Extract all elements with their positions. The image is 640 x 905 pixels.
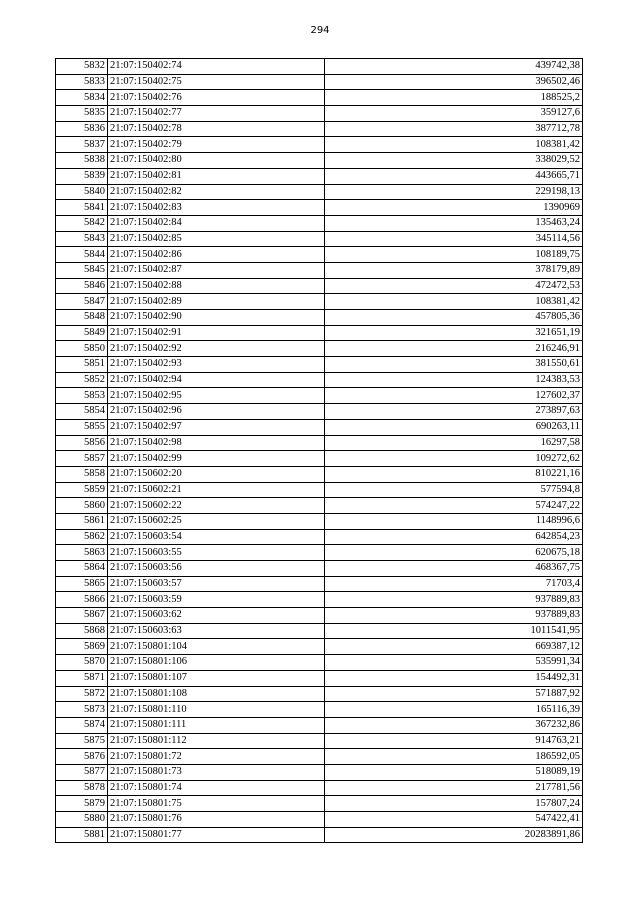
cadastral-value-cell: 571887,92 [325, 686, 583, 702]
cadastral-number-cell: 21:07:150402:95 [108, 388, 325, 404]
cadastral-number-cell: 21:07:150801:76 [108, 812, 325, 828]
table-row [56, 482, 583, 498]
cadastral-number-cell: 21:07:150402:91 [108, 325, 325, 341]
cadastral-number-cell: 21:07:150603:57 [108, 576, 325, 592]
row-number-cell: 5854 [56, 404, 108, 420]
row-number-cell: 5836 [56, 121, 108, 137]
table-row [56, 764, 583, 780]
cadastral-value-cell: 108189,75 [325, 247, 583, 263]
row-number-cell: 5861 [56, 513, 108, 529]
cadastral-value-cell: 937889,83 [325, 608, 583, 624]
cadastral-number-cell: 21:07:150801:106 [108, 655, 325, 671]
cadastral-value-cell: 439742,38 [325, 59, 583, 75]
cadastral-value-cell: 810221,16 [325, 466, 583, 482]
cadastral-value-cell: 165116,39 [325, 702, 583, 718]
table-row [56, 137, 583, 153]
cadastral-value-cell: 338029,52 [325, 153, 583, 169]
table-row [56, 702, 583, 718]
row-number-cell: 5876 [56, 749, 108, 765]
table-row [56, 513, 583, 529]
cadastral-value-cell: 108381,42 [325, 294, 583, 310]
cadastral-number-cell: 21:07:150603:55 [108, 545, 325, 561]
table-row [56, 310, 583, 326]
table-row [56, 435, 583, 451]
row-number-cell: 5848 [56, 310, 108, 326]
row-number-cell: 5864 [56, 561, 108, 577]
table-row [56, 498, 583, 514]
cadastral-number-cell: 21:07:150603:54 [108, 529, 325, 545]
row-number-cell: 5855 [56, 419, 108, 435]
row-number-cell: 5870 [56, 655, 108, 671]
row-number-cell: 5844 [56, 247, 108, 263]
cadastral-number-cell: 21:07:150801:107 [108, 670, 325, 686]
table-row [56, 623, 583, 639]
table-row [56, 717, 583, 733]
cadastral-value-cell: 387712,78 [325, 121, 583, 137]
table-row [56, 184, 583, 200]
row-number-cell: 5878 [56, 780, 108, 796]
cadastral-value-cell: 642854,23 [325, 529, 583, 545]
cadastral-number-cell: 21:07:150602:21 [108, 482, 325, 498]
row-number-cell: 5868 [56, 623, 108, 639]
table-row [56, 90, 583, 106]
cadastral-number-cell: 21:07:150402:75 [108, 74, 325, 90]
row-number-cell: 5859 [56, 482, 108, 498]
cadastral-value-cell: 620675,18 [325, 545, 583, 561]
table-row [56, 372, 583, 388]
table-row [56, 812, 583, 828]
table-row [56, 466, 583, 482]
row-number-cell: 5867 [56, 608, 108, 624]
table-row [56, 451, 583, 467]
cadastral-value-cell: 381550,61 [325, 357, 583, 373]
cadastral-value-cell: 216246,91 [325, 341, 583, 357]
cadastral-value-cell: 547422,41 [325, 812, 583, 828]
cadastral-number-cell: 21:07:150801:110 [108, 702, 325, 718]
cadastral-value-cell: 669387,12 [325, 639, 583, 655]
cadastral-value-cell: 1390969 [325, 200, 583, 216]
row-number-cell: 5851 [56, 357, 108, 373]
cadastral-number-cell: 21:07:150602:20 [108, 466, 325, 482]
cadastral-number-cell: 21:07:150402:84 [108, 215, 325, 231]
cadastral-number-cell: 21:07:150402:83 [108, 200, 325, 216]
cadastral-number-cell: 21:07:150801:108 [108, 686, 325, 702]
cadastral-number-cell: 21:07:150402:85 [108, 231, 325, 247]
table-row [56, 561, 583, 577]
row-number-cell: 5847 [56, 294, 108, 310]
row-number-cell: 5862 [56, 529, 108, 545]
cadastral-number-cell: 21:07:150801:104 [108, 639, 325, 655]
table-row [56, 74, 583, 90]
cadastral-number-cell: 21:07:150402:89 [108, 294, 325, 310]
cadastral-value-cell: 154492,31 [325, 670, 583, 686]
row-number-cell: 5865 [56, 576, 108, 592]
table-row [56, 592, 583, 608]
cadastral-value-cell: 186592,05 [325, 749, 583, 765]
row-number-cell: 5857 [56, 451, 108, 467]
cadastral-number-cell: 21:07:150402:81 [108, 168, 325, 184]
cadastral-value-cell: 396502,46 [325, 74, 583, 90]
table-row [56, 749, 583, 765]
row-number-cell: 5863 [56, 545, 108, 561]
row-number-cell: 5852 [56, 372, 108, 388]
cadastral-number-cell: 21:07:150402:98 [108, 435, 325, 451]
row-number-cell: 5833 [56, 74, 108, 90]
cadastral-number-cell: 21:07:150402:74 [108, 59, 325, 75]
cadastral-value-cell: 535991,34 [325, 655, 583, 671]
cadastral-number-cell: 21:07:150402:77 [108, 106, 325, 122]
row-number-cell: 5834 [56, 90, 108, 106]
cadastral-number-cell: 21:07:150801:72 [108, 749, 325, 765]
cadastral-value-cell: 345114,56 [325, 231, 583, 247]
cadastral-value-cell: 273897,63 [325, 404, 583, 420]
table-row [56, 231, 583, 247]
row-number-cell: 5875 [56, 733, 108, 749]
cadastral-value-cell: 321651,19 [325, 325, 583, 341]
cadastral-value-cell: 217781,56 [325, 780, 583, 796]
cadastral-number-cell: 21:07:150801:77 [108, 827, 325, 843]
cadastral-number-cell: 21:07:150402:76 [108, 90, 325, 106]
cadastral-value-cell: 367232,86 [325, 717, 583, 733]
cadastral-number-cell: 21:07:150402:92 [108, 341, 325, 357]
table-row [56, 686, 583, 702]
table-row [56, 59, 583, 75]
cadastral-number-cell: 21:07:150402:86 [108, 247, 325, 263]
cadastral-number-cell: 21:07:150402:93 [108, 357, 325, 373]
table-row [56, 247, 583, 263]
table-row [56, 262, 583, 278]
cadastral-value-cell: 518089,19 [325, 764, 583, 780]
row-number-cell: 5838 [56, 153, 108, 169]
row-number-cell: 5842 [56, 215, 108, 231]
row-number-cell: 5877 [56, 764, 108, 780]
row-number-cell: 5849 [56, 325, 108, 341]
cadastral-number-cell: 21:07:150402:94 [108, 372, 325, 388]
row-number-cell: 5871 [56, 670, 108, 686]
cadastral-value-cell: 457805,36 [325, 310, 583, 326]
cadastral-number-cell: 21:07:150402:79 [108, 137, 325, 153]
table-row [56, 796, 583, 812]
cadastral-value-cell: 690263,11 [325, 419, 583, 435]
row-number-cell: 5879 [56, 796, 108, 812]
table-row [56, 733, 583, 749]
cadastral-value-cell: 574247,22 [325, 498, 583, 514]
cadastral-value-cell: 108381,42 [325, 137, 583, 153]
table-row [56, 341, 583, 357]
cadastral-number-cell: 21:07:150603:63 [108, 623, 325, 639]
cadastral-value-cell: 359127,6 [325, 106, 583, 122]
cadastral-value-cell: 124383,53 [325, 372, 583, 388]
cadastral-number-cell: 21:07:150801:75 [108, 796, 325, 812]
row-number-cell: 5858 [56, 466, 108, 482]
table-row [56, 639, 583, 655]
cadastral-number-cell: 21:07:150801:74 [108, 780, 325, 796]
table-row [56, 388, 583, 404]
table-row [56, 106, 583, 122]
row-number-cell: 5866 [56, 592, 108, 608]
row-number-cell: 5872 [56, 686, 108, 702]
table-row [56, 357, 583, 373]
row-number-cell: 5837 [56, 137, 108, 153]
row-number-cell: 5840 [56, 184, 108, 200]
row-number-cell: 5881 [56, 827, 108, 843]
page-number: 294 [310, 25, 330, 36]
row-number-cell: 5843 [56, 231, 108, 247]
table-row [56, 325, 583, 341]
cadastral-value-cell: 914763,21 [325, 733, 583, 749]
cadastral-value-cell: 229198,13 [325, 184, 583, 200]
cadastral-value-cell: 20283891,86 [325, 827, 583, 843]
table-row [56, 153, 583, 169]
row-number-cell: 5853 [56, 388, 108, 404]
cadastral-value-cell: 577594,8 [325, 482, 583, 498]
cadastral-number-cell: 21:07:150402:99 [108, 451, 325, 467]
cadastral-value-cell: 378179,89 [325, 262, 583, 278]
cadastral-number-cell: 21:07:150602:22 [108, 498, 325, 514]
cadastral-number-cell: 21:07:150603:56 [108, 561, 325, 577]
table-body [56, 59, 583, 843]
cadastral-value-cell: 468367,75 [325, 561, 583, 577]
cadastral-number-cell: 21:07:150603:62 [108, 608, 325, 624]
table-row [56, 608, 583, 624]
table-row [56, 294, 583, 310]
row-number-cell: 5832 [56, 59, 108, 75]
row-number-cell: 5860 [56, 498, 108, 514]
table-row [56, 168, 583, 184]
cadastral-number-cell: 21:07:150801:112 [108, 733, 325, 749]
cadastral-value-cell: 937889,83 [325, 592, 583, 608]
cadastral-value-cell: 71703,4 [325, 576, 583, 592]
table-row [56, 827, 583, 843]
cadastral-number-cell: 21:07:150402:78 [108, 121, 325, 137]
table-row [56, 200, 583, 216]
table-row [56, 215, 583, 231]
row-number-cell: 5839 [56, 168, 108, 184]
table-row [56, 670, 583, 686]
cadastral-value-cell: 157807,24 [325, 796, 583, 812]
cadastral-number-cell: 21:07:150402:90 [108, 310, 325, 326]
table-row [56, 121, 583, 137]
cadastral-value-cell: 16297,58 [325, 435, 583, 451]
cadastral-value-cell: 127602,37 [325, 388, 583, 404]
table-row [56, 404, 583, 420]
row-number-cell: 5850 [56, 341, 108, 357]
table-row [56, 419, 583, 435]
cadastral-number-cell: 21:07:150402:88 [108, 278, 325, 294]
cadastral-value-table [55, 58, 583, 843]
cadastral-number-cell: 21:07:150402:80 [108, 153, 325, 169]
cadastral-value-cell: 188525,2 [325, 90, 583, 106]
table-row [56, 576, 583, 592]
row-number-cell: 5846 [56, 278, 108, 294]
cadastral-number-cell: 21:07:150402:96 [108, 404, 325, 420]
cadastral-value-cell: 443665,71 [325, 168, 583, 184]
table-row [56, 545, 583, 561]
table-row [56, 278, 583, 294]
cadastral-number-cell: 21:07:150603:59 [108, 592, 325, 608]
cadastral-value-cell: 135463,24 [325, 215, 583, 231]
row-number-cell: 5880 [56, 812, 108, 828]
cadastral-number-cell: 21:07:150602:25 [108, 513, 325, 529]
row-number-cell: 5841 [56, 200, 108, 216]
cadastral-number-cell: 21:07:150801:73 [108, 764, 325, 780]
table-row [56, 529, 583, 545]
table-row [56, 655, 583, 671]
cadastral-number-cell: 21:07:150402:87 [108, 262, 325, 278]
row-number-cell: 5856 [56, 435, 108, 451]
row-number-cell: 5873 [56, 702, 108, 718]
cadastral-value-cell: 109272,62 [325, 451, 583, 467]
cadastral-value-cell: 1011541,95 [325, 623, 583, 639]
row-number-cell: 5845 [56, 262, 108, 278]
cadastral-number-cell: 21:07:150801:111 [108, 717, 325, 733]
cadastral-number-cell: 21:07:150402:82 [108, 184, 325, 200]
cadastral-value-cell: 472472,53 [325, 278, 583, 294]
row-number-cell: 5835 [56, 106, 108, 122]
table-row [56, 780, 583, 796]
row-number-cell: 5869 [56, 639, 108, 655]
cadastral-number-cell: 21:07:150402:97 [108, 419, 325, 435]
cadastral-value-cell: 1148996,6 [325, 513, 583, 529]
row-number-cell: 5874 [56, 717, 108, 733]
